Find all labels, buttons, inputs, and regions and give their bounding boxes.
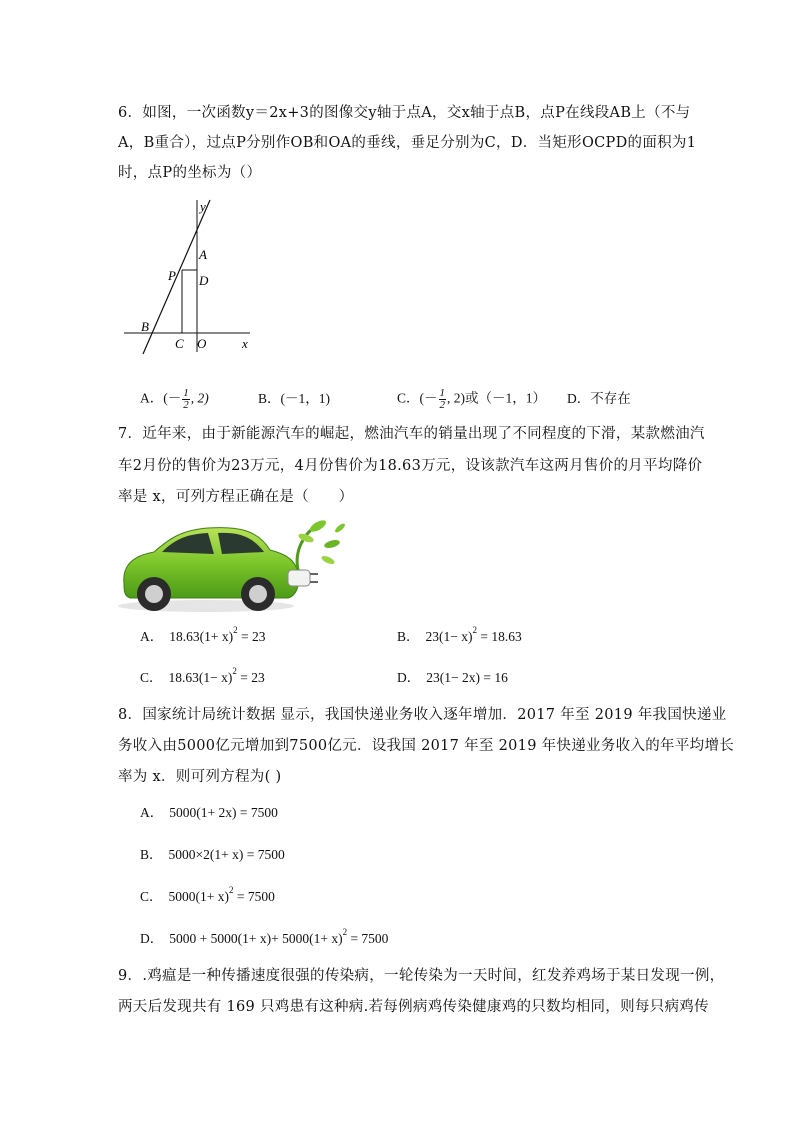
- leaf-icon: [323, 539, 340, 550]
- q7-option-d-label: D．: [397, 670, 421, 685]
- q6-option-b-label: B．: [258, 391, 281, 406]
- q6-option-a-label: A．: [140, 390, 164, 406]
- q7-line-1: 7．近年来，由于新能源汽车的崛起，燃油汽车的销量出现了不同程度的下滑，某款燃油汽: [118, 426, 705, 442]
- q7-option-d-text: 23(1− 2x) = 16: [426, 670, 508, 685]
- leaf-icon: [334, 522, 346, 534]
- q8-option-d-post: = 7500: [347, 931, 389, 946]
- q8-option-d-label: D．: [140, 931, 164, 946]
- q6-option-c-label: C．: [397, 390, 420, 406]
- q8-option-a-text: 5000(1+ 2x) = 7500: [169, 805, 278, 820]
- linear-function-graph: [118, 196, 258, 356]
- q7-option-b-post: = 18.63: [477, 629, 522, 644]
- q8-option-d-pre: 5000 + 5000(1+ x)+ 5000(1+ x): [169, 931, 343, 946]
- q7-option-a-pre: 18.63(1+ x): [169, 629, 234, 644]
- q7-option-a-post: = 23: [237, 629, 266, 644]
- q6-option-c-pre: (－: [419, 390, 438, 406]
- label-p: P: [168, 268, 176, 283]
- q7-option-b-label: B．: [397, 629, 420, 644]
- q6-option-d[interactable]: [567, 390, 631, 408]
- q6-option-d-text: 不存在: [590, 391, 631, 406]
- q6-option-a-num: 1: [183, 387, 189, 399]
- q7-option-c[interactable]: [140, 666, 265, 687]
- q6-option-d-label: D．: [567, 391, 591, 406]
- q8-line-2: 务收入由5000亿元增加到7500亿元．设我国 2017 年至 2019 年快递业务收入的年平均增长: [118, 738, 735, 754]
- q7-option-c-post: = 23: [236, 670, 265, 685]
- q7-option-a[interactable]: [140, 625, 266, 646]
- label-o: O: [197, 336, 207, 351]
- q6-line-2: A，B重合），过点P分别作OB和OA的垂线，垂足分别为C，D．当矩形OCPD的面积为1: [118, 135, 697, 151]
- q6-option-a-den: 2: [183, 399, 189, 411]
- q7-option-b-pre: 23(1− x): [425, 629, 473, 644]
- label-x: x: [242, 336, 248, 351]
- q8-line-3: 率为 x．则可列方程为( ): [118, 769, 282, 785]
- q8-option-b-label: B．: [140, 847, 163, 862]
- label-c: C: [175, 336, 184, 351]
- q6-option-a-post: , 2): [190, 390, 209, 406]
- q7-option-a-exp: 2: [233, 625, 238, 635]
- q7-option-c-exp: 2: [232, 666, 237, 676]
- green-car-illustration: [118, 514, 348, 614]
- q6-option-a-fraction: [182, 388, 190, 411]
- q7-line-3: 率是 x，可列方程正确在是（ ）: [118, 489, 354, 505]
- charging-plug: [288, 570, 310, 586]
- q9-line-2: 两天后发现共有 169 只鸡患有这种病.若每例病鸡传染健康鸡的只数均相同，则每只病鸡传: [118, 999, 709, 1015]
- q8-option-d-exp: 2: [342, 927, 348, 937]
- q6-option-a[interactable]: [140, 388, 209, 411]
- q7-option-a-label: A．: [140, 629, 164, 644]
- q6-option-c-fraction: [439, 388, 447, 411]
- q7-option-d[interactable]: [397, 669, 508, 687]
- q8-option-a-label: A．: [140, 805, 164, 820]
- label-d: D: [199, 273, 209, 288]
- q8-option-c-label: C．: [140, 889, 163, 904]
- q6-line-3: 时，点P的坐标为（）: [118, 165, 262, 181]
- q8-option-d[interactable]: [140, 927, 389, 948]
- q6-line-1: 6．如图，一次函数y＝2x+3的图像交y轴于点A，交x轴于点B，点P在线段AB上（不与: [118, 105, 691, 121]
- q7-option-b-exp: 2: [472, 625, 477, 635]
- q6-option-c-post: , 2)或（－1，1）: [447, 390, 547, 406]
- q7-option-c-pre: 18.63(1− x): [168, 670, 233, 685]
- q6-option-a-pre: (－: [163, 390, 182, 406]
- q8-option-c-pre: 5000(1+ x): [168, 889, 229, 904]
- q6-option-b[interactable]: [258, 390, 330, 408]
- q8-option-c[interactable]: [140, 885, 275, 906]
- q8-option-c-post: = 7500: [233, 889, 275, 904]
- label-b: B: [141, 319, 149, 334]
- q6-option-c-den: 2: [439, 399, 446, 411]
- q6-option-c[interactable]: [397, 388, 546, 411]
- q8-option-a[interactable]: [140, 804, 278, 822]
- label-a: A: [199, 247, 207, 262]
- q7-line-2: 车2月份的售价为23万元，4月份售价为18.63万元，设该款汽车这两月售价的月平均降价: [118, 458, 703, 474]
- q9-line-1: 9．.鸡瘟是一种传播速度很强的传染病，一轮传染为一天时间，红发养鸡场于某日发现一例，: [118, 968, 725, 984]
- label-y: y: [200, 199, 206, 214]
- q8-option-b-text: 5000×2(1+ x) = 7500: [168, 847, 285, 862]
- q7-option-b[interactable]: [397, 625, 522, 646]
- q8-line-1: 8．国家统计局统计数据 显示，我国快递业务收入逐年增加．2017 年至 2019 年我国快递业: [118, 707, 727, 723]
- q6-option-c-num: 1: [439, 387, 446, 399]
- q8-option-c-exp: 2: [229, 885, 234, 895]
- q6-option-b-text: (－1，1): [280, 391, 331, 406]
- q7-option-c-label: C．: [140, 670, 163, 685]
- leaf-icon: [320, 554, 335, 565]
- q8-option-b[interactable]: [140, 846, 285, 864]
